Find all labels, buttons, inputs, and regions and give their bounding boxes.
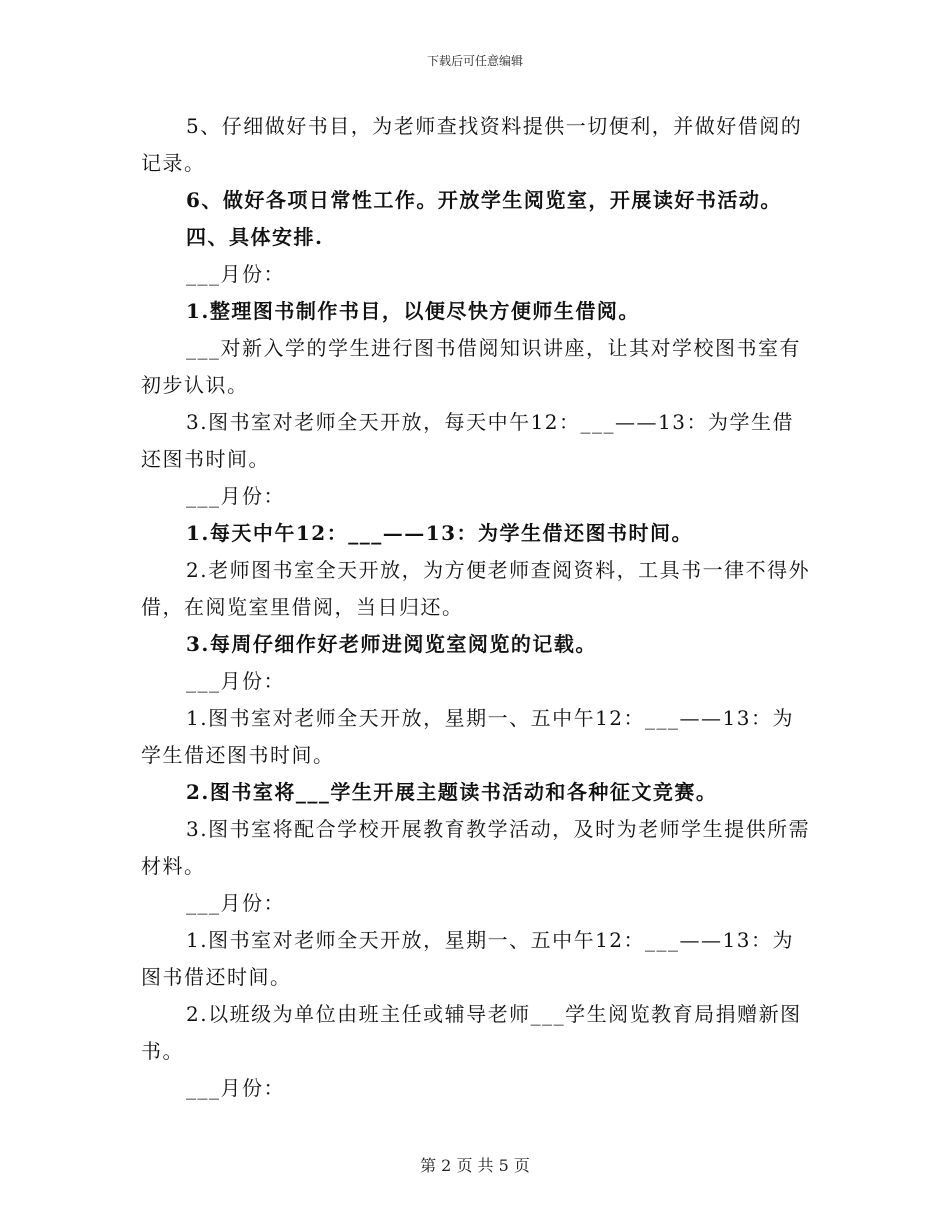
paragraph: 1.整理图书制作书目，以便尽快方便师生借阅。 [186,299,640,323]
paragraph: 1.图书室对老师全天开放，星期一、五中午12：___——13：为图书借还时间。 [141,928,794,989]
paragraph: 3.图书室对老师全天开放，每天中午12：___——13：为学生借还图书时间。 [141,410,794,471]
paragraph: 3.图书室将配合学校开展教育教学活动，及时为老师学生提供所需材料。 [141,817,811,878]
page-header: 下载后可任意编辑 [426,54,523,68]
paragraph: 2.以班级为单位由班主任或辅导老师___学生阅览教育局捐赠新图书。 [141,1002,802,1063]
page-footer: 第 2 页 共 5 页 [420,1156,530,1175]
paragraph: 2.图书室将___学生开展主题读书活动和各种征文竞赛。 [186,780,718,804]
paragraph: 6、做好各项日常性工作。开放学生阅览室，开展读好书活动。 [186,188,782,212]
section-heading: 四、具体安排. [186,225,324,249]
paragraph: ___对新入学的学生进行图书借阅知识讲座，让其对学校图书室有初步认识。 [141,336,801,397]
month-label: ___月份： [186,484,285,508]
month-label: ___月份： [186,891,285,915]
document-body [141,108,813,1107]
month-label: ___月份： [186,1076,285,1100]
month-label: ___月份： [186,669,285,693]
paragraph: 1.每天中午12：___——13：为学生借还图书时间。 [186,521,694,545]
paragraph: 5、仔细做好书目，为老师查找资料提供一切便利，并做好借阅的记录。 [141,114,803,175]
paragraph: 1.图书室对老师全天开放，星期一、五中午12：___——13：为学生借还图书时间。 [141,706,794,767]
paragraph: 3.每周仔细作好老师进阅览室阅览的记载。 [186,632,597,656]
paragraph: 2.老师图书室全天开放，为方便老师查阅资料，工具书一律不得外借，在阅览室里借阅，当日归还。 [141,558,811,619]
month-label: ___月份： [186,262,285,286]
